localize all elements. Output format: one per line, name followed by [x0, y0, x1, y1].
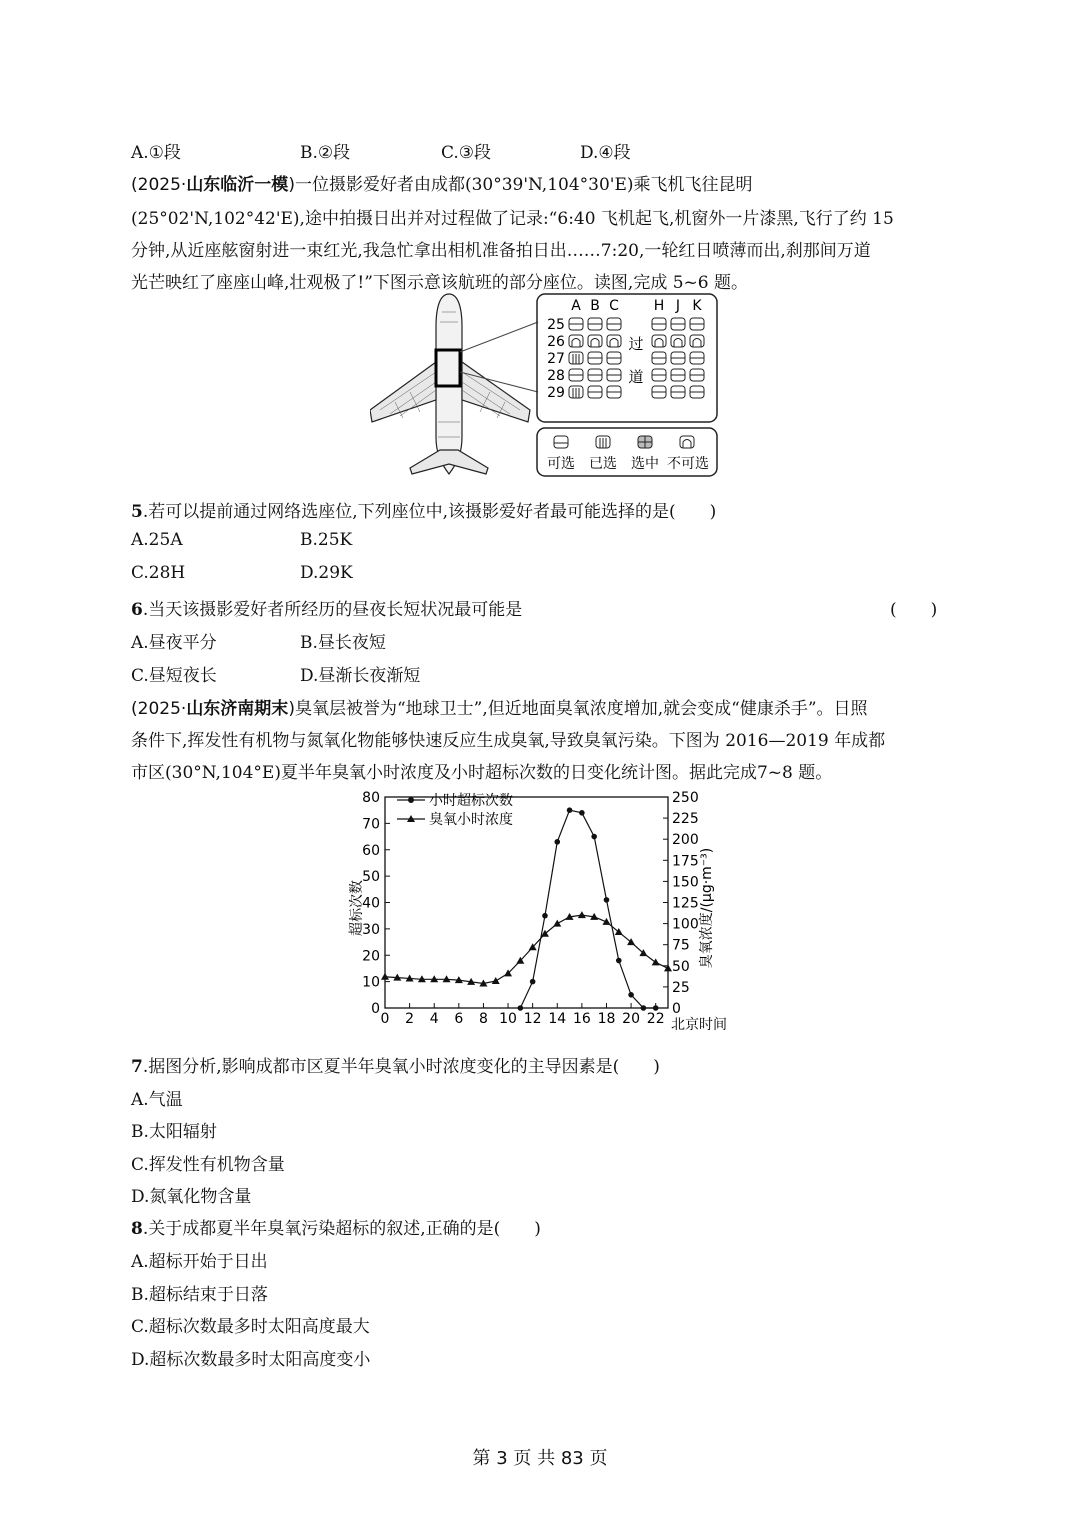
data-point-exceed	[579, 810, 585, 816]
y-left-tick-label: 80	[362, 790, 380, 806]
seat-icon	[607, 369, 621, 381]
y-left-tick-label: 40	[362, 895, 380, 912]
data-point-exceed	[554, 839, 560, 845]
q8-option-c: C.超标次数最多时太阳高度最大	[131, 1317, 370, 1337]
q8-option-d: D.超标次数最多时太阳高度变小	[131, 1350, 371, 1370]
seat-icon	[690, 352, 704, 364]
y-left-tick-label: 60	[362, 842, 380, 859]
seat-col-label: C	[609, 298, 619, 314]
passage2-line3: 市区(30°N,104°E)夏半年臭氧小时浓度及小时超标次数的日变化统计图。据此完成7~8 题。	[131, 763, 833, 783]
seat-icon	[652, 369, 666, 381]
x-tick-label: 8	[478, 1011, 488, 1027]
data-point-ozone	[553, 920, 561, 927]
data-point-exceed	[641, 1005, 647, 1011]
seat-icon	[569, 352, 583, 364]
data-point-ozone	[492, 977, 500, 984]
data-point-exceed	[604, 897, 610, 903]
q6-option-b: B.昼长夜短	[300, 633, 386, 653]
seat-icon	[671, 318, 685, 330]
q7-option-b: B.太阳辐射	[131, 1122, 217, 1142]
q4-option-c: C.③段	[441, 143, 492, 163]
y-left-tick-label: 0	[371, 1001, 380, 1017]
legend-available: 可选	[547, 456, 575, 472]
q7-option-a: A.气温	[131, 1090, 183, 1110]
y-right-tick-label: 150	[672, 874, 699, 891]
data-point-exceed	[591, 834, 597, 840]
y-left-tick-label: 70	[362, 816, 380, 833]
seat-icon	[652, 386, 666, 398]
y-right-tick-label: 125	[672, 895, 699, 912]
y-left-tick-label: 50	[362, 869, 380, 886]
data-point-ozone	[578, 911, 586, 918]
data-point-exceed	[616, 958, 622, 964]
q5-option-d: D.29K	[300, 563, 353, 583]
q5-option-c: C.28H	[131, 563, 186, 583]
seat-icon	[588, 386, 602, 398]
seat-icon	[671, 335, 685, 347]
chart-xlabel: 北京时间	[671, 1017, 727, 1033]
seat-icon	[607, 386, 621, 398]
x-tick-label: 10	[499, 1011, 517, 1027]
seat-icon	[569, 318, 583, 330]
passage2-line1: (2025·山东济南期末)臭氧层被誉为“地球卫士”,但近地面臭氧浓度增加,就会变成“健康杀手”。日照	[131, 699, 868, 719]
y-right-tick-label: 25	[672, 979, 690, 996]
airplane-drawing	[370, 294, 538, 474]
seat-icon	[588, 352, 602, 364]
y-left-tick-label: 30	[362, 921, 380, 938]
x-tick-label: 6	[454, 1011, 464, 1027]
q6-answer-paren: ( )	[890, 600, 938, 620]
x-tick-label: 18	[597, 1011, 616, 1027]
seat-col-label: B	[590, 298, 600, 314]
y-right-tick-label: 100	[672, 916, 699, 933]
legend-unavailable: 不可选	[667, 456, 709, 472]
q4-option-d: D.④段	[580, 143, 631, 163]
seat-icon	[671, 352, 685, 364]
q5-option-a: A.25A	[131, 530, 183, 550]
passage2-source: (2025·山东济南期末)	[131, 699, 295, 719]
x-tick-label: 14	[548, 1011, 567, 1027]
seat-icon	[652, 335, 666, 347]
seat-icon	[607, 352, 621, 364]
y-left-tick-label: 10	[362, 974, 380, 991]
legend-series-ozone: 臭氧小时浓度	[429, 812, 513, 828]
q7-option-c: C.挥发性有机物含量	[131, 1155, 285, 1175]
seat-icon	[690, 386, 704, 398]
series-line-0	[520, 810, 655, 1008]
seat-icon	[607, 335, 621, 347]
y-right-tick-label: 200	[672, 832, 699, 849]
data-point-ozone	[381, 973, 389, 980]
q8-option-a: A.超标开始于日出	[131, 1252, 268, 1272]
q8-stem: 8.关于成都夏半年臭氧污染超标的叙述,正确的是( )	[131, 1219, 541, 1239]
seat-icon	[690, 335, 704, 347]
y-left-tick-label: 20	[362, 948, 380, 965]
data-point-exceed	[518, 1005, 524, 1011]
y-right-tick-label: 50	[672, 958, 690, 975]
data-point-exceed	[530, 979, 536, 985]
chart-ylabel-left: 超标次数	[349, 880, 365, 936]
seat-icon	[588, 318, 602, 330]
seat-icon	[569, 386, 583, 398]
seat-icon	[652, 318, 666, 330]
q4-option-a: A.①段	[131, 143, 181, 163]
seat-row-label: 29	[547, 385, 565, 401]
legend-selected: 已选	[589, 456, 617, 472]
seat-row-label: 28	[547, 368, 565, 384]
seat-icon	[690, 369, 704, 381]
chart-ylabel-right: 臭氧浓度/(μg·m⁻³)	[699, 847, 715, 969]
legend-chosen: 选中	[631, 456, 659, 472]
q6-option-a: A.昼夜平分	[131, 633, 217, 653]
seat-row-label: 26	[547, 334, 565, 350]
passage2-line2: 条件下,挥发性有机物与氮氧化物能够快速反应生成臭氧,导致臭氧污染。下图为 2016—2019 年成都	[131, 731, 886, 751]
seat-row-label: 25	[547, 317, 565, 333]
airplane-seat-figure	[370, 292, 720, 478]
passage1-line4: 光芒映红了座座山峰,壮观极了!”下图示意该航班的部分座位。读图,完成 5~6 题。	[131, 273, 749, 293]
seat-icon	[690, 318, 704, 330]
x-tick-label: 22	[646, 1011, 665, 1027]
seat-icon	[569, 335, 583, 347]
seat-col-label: H	[653, 298, 665, 314]
data-point-ozone	[652, 958, 660, 965]
q4-option-b: B.②段	[300, 143, 351, 163]
q6-option-d: D.昼渐长夜渐短	[300, 666, 421, 686]
y-right-tick-label: 175	[672, 853, 699, 870]
seat-icon	[588, 335, 602, 347]
passage1-line1: (2025·山东临沂一模)一位摄影爱好者由成都(30°39'N,104°30'E)乘飞机飞往昆明	[131, 175, 753, 195]
unavailable-seat-icon	[680, 436, 694, 448]
q5-option-b: B.25K	[300, 530, 353, 550]
ozone-chart	[335, 785, 745, 1035]
x-tick-label: 20	[622, 1011, 641, 1027]
q6-option-c: C.昼短夜长	[131, 666, 217, 686]
y-right-tick-label: 0	[672, 1001, 681, 1017]
seat-icon	[588, 369, 602, 381]
seat-icon	[607, 318, 621, 330]
x-tick-label: 16	[572, 1011, 591, 1027]
passage1-source: (2025·山东临沂一模)	[131, 175, 295, 195]
legend-series-exceed: 小时超标次数	[429, 793, 513, 809]
y-right-tick-label: 75	[672, 937, 690, 954]
seat-icon	[671, 369, 685, 381]
x-tick-label: 2	[405, 1011, 415, 1027]
q5-stem: 5.若可以提前通过网络选座位,下列座位中,该摄影爱好者最可能选择的是( )	[131, 502, 717, 522]
q8-option-b: B.超标结束于日落	[131, 1285, 268, 1305]
seat-col-label: A	[571, 298, 581, 314]
q6-stem: 6.当天该摄影爱好者所经历的昼夜长短状况最可能是	[131, 600, 523, 620]
legend-icons	[554, 436, 694, 448]
seat-col-label: K	[692, 298, 702, 314]
aisle-label-top: 过	[628, 335, 644, 353]
chart-frame	[385, 797, 668, 1008]
series-line-1	[385, 915, 668, 983]
q7-option-d: D.氮氧化物含量	[131, 1187, 252, 1207]
seat-col-label: J	[675, 298, 681, 314]
y-right-tick-label: 250	[672, 790, 699, 806]
aisle-label-bottom: 道	[628, 368, 644, 386]
data-point-exceed	[628, 992, 634, 998]
data-point-exceed	[653, 1005, 659, 1011]
data-point-exceed	[567, 807, 573, 813]
passage1-line2: (25°02'N,102°42'E),途中拍摄日出并对过程做了记录:“6:40 飞机起飞,机窗外一片漆黑,飞行了约 15	[131, 209, 894, 229]
seat-icon	[569, 369, 583, 381]
seat-icon	[652, 352, 666, 364]
page-footer: 第 3 页 共 83 页	[472, 1448, 608, 1469]
seat-icon	[671, 386, 685, 398]
data-point-exceed	[542, 913, 548, 919]
y-right-tick-label: 225	[672, 811, 699, 828]
x-tick-label: 0	[380, 1011, 390, 1027]
seat-row-label: 27	[547, 351, 565, 367]
available-seat-icon	[554, 436, 568, 448]
passage1-line3: 分钟,从近座舷窗射进一束红光,我急忙拿出相机准备拍日出……7:20,一轮红日喷薄而出,刹那间万道	[131, 241, 871, 261]
x-tick-label: 4	[429, 1011, 439, 1027]
q7-stem: 7.据图分析,影响成都市区夏半年臭氧小时浓度变化的主导因素是( )	[131, 1057, 660, 1077]
data-point-ozone	[602, 918, 610, 925]
x-tick-label: 12	[523, 1011, 542, 1027]
